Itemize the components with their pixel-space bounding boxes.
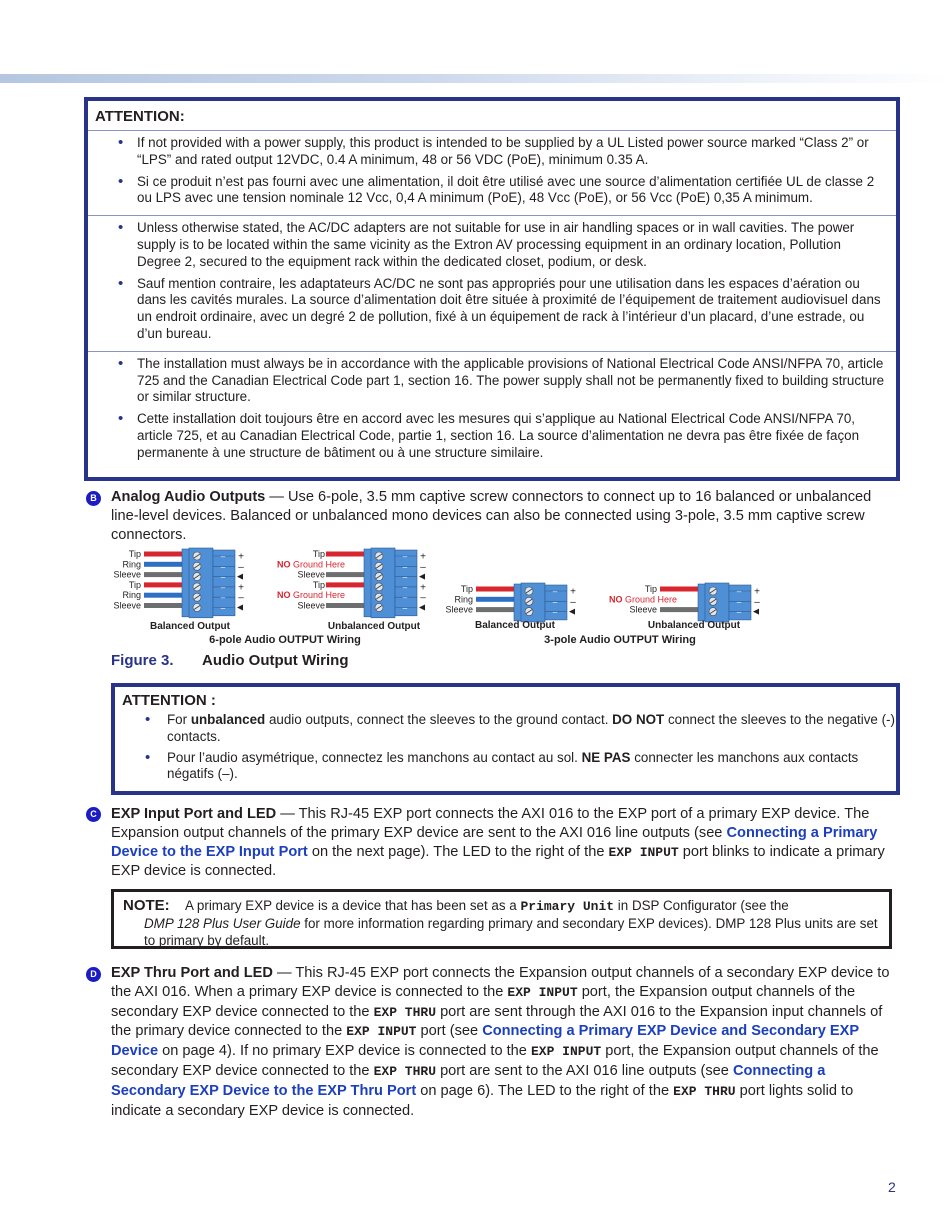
pin-minus-mark: – <box>552 607 558 617</box>
text-run-bold: NE PAS <box>581 749 631 765</box>
pin-minus-mark: – <box>402 593 408 603</box>
text-run: for more information regarding primary and secondary EXP devices). DMP 128 Plus units are set to primary by default. <box>144 916 878 949</box>
link-connecting-secondary-device[interactable]: Connecting a Secondary EXP Device to the EXP Thru Port <box>111 1062 826 1099</box>
attention-bullet-fr: • Sauf mention contraire, les adaptateurs AC/DC ne sont pas appropriés pour une utilisation dans les espaces d’aération ou dans les cavités murales. La source d’alimentation doit être située à proximité de l’équipement de traitement audiovisuel dans un endroit ordinaire, avec un degré 2 de pollution, fixé à un équipement de rack à l’intérieur d’un placard, d’une estrade, ou d’un bureau. <box>112 276 886 343</box>
plus-symbol: + <box>238 582 244 594</box>
figure-caption <box>111 652 349 669</box>
three-pole-title: 3-pole Audio OUTPUT Wiring <box>544 634 696 646</box>
minus-symbol: – <box>420 561 426 573</box>
tip-wire <box>326 582 366 587</box>
ring-wire <box>476 597 516 602</box>
pin-minus-mark: – <box>220 593 226 603</box>
tip-wire <box>144 582 184 587</box>
ring-label: Ring <box>122 590 141 601</box>
tip-wire <box>326 552 366 557</box>
callout-b-marker: B <box>86 491 101 506</box>
pin-minus-mark: – <box>736 597 742 607</box>
figure-title: Audio Output Wiring <box>202 652 349 669</box>
plus-symbol: + <box>420 582 426 594</box>
attention-bullet-en: • The installation must always be in accordance with the applicable provisions of National Electrical Code ANSI/NFPA 70, article 725 and the Canadian Electrical Code part 1, section 16. The power supply shall not be permanently fixed to building structure or similar structure. <box>112 356 886 406</box>
code-exp-thru: EXP THRU <box>673 1083 736 1099</box>
sleeve-wire <box>660 607 700 612</box>
attention-bullet-fr: • Cette installation doit toujours être en accord avec les mesures qui s’applique au National Electrical Code ANSI/NFPA 70, article 725, et au Canadian Electrical Code, partie 1, section 16. La source d’alimentation ne devra pas être fixée de façon permanente à une structure de bâtiment ou à une structure similaire. <box>112 411 886 461</box>
tip-label: Tip <box>644 584 657 594</box>
tip-label: Tip <box>312 549 325 559</box>
minus-symbol: – <box>754 596 760 608</box>
sleeve-wire <box>326 572 366 577</box>
sleeve-wire <box>144 572 184 577</box>
ground-arrow-icon <box>419 605 425 611</box>
minus-symbol: – <box>238 561 244 573</box>
minus-symbol: – <box>238 592 244 604</box>
attention-bullet-en: • If not provided with a power supply, this product is intended to be supplied by a UL Listed power source marked “Class 2” or “LPS” and rated output 12VDC, 0.4 A minimum, 48 or 56 VDC (PoE), minimum 0.35 A. <box>112 135 886 169</box>
attention-heading: ATTENTION : <box>122 692 216 709</box>
sleeve-wire <box>326 603 366 608</box>
pin-minus-mark: – <box>220 562 226 572</box>
pin-minus-mark: – <box>402 572 408 582</box>
text-run: on page 6). The LED to the right of the <box>416 1082 674 1099</box>
attention-box-unbalanced <box>111 683 900 795</box>
sleeve-label: Sleeve <box>297 600 325 611</box>
note-label: NOTE: <box>123 897 170 914</box>
tip-wire <box>476 587 516 592</box>
header-gradient-bar <box>0 74 950 83</box>
code-exp-thru: EXP THRU <box>373 1063 437 1079</box>
sleeve-label: Sleeve <box>113 569 141 580</box>
text-run: A primary EXP device is a device that has been set as a <box>185 898 521 913</box>
ground-arrow-icon <box>419 574 425 580</box>
attention-bullet-en <box>139 712 896 746</box>
note-continuation <box>123 915 889 949</box>
text-run: audio outputs, connect the sleeves to the ground contact. <box>265 712 613 727</box>
pin-minus-mark: – <box>552 597 558 607</box>
attention-section-power-supply <box>88 131 896 216</box>
unbalanced-output-label: Unbalanced Output <box>647 620 741 631</box>
section-title: EXP Input Port and LED <box>111 806 277 822</box>
attention-box-power <box>84 97 900 481</box>
tip-wire <box>660 587 700 592</box>
tip-label: Tip <box>128 549 141 559</box>
ground-arrow-icon <box>237 574 243 580</box>
text-run-bold: unbalanced <box>190 712 266 727</box>
no-ground-here-label: NO Ground Here <box>608 594 677 605</box>
text-run: in DSP Configurator (see the <box>614 898 789 913</box>
link-connecting-primary-and-secondary[interactable]: Connecting a Primary EXP Device and Secondary EXP Device <box>111 1023 859 1060</box>
plus-symbol: + <box>754 586 760 598</box>
ring-wire <box>144 593 184 598</box>
pin-minus-mark: – <box>402 552 408 561</box>
attention-bullet-fr: • Si ce produit n’est pas fourni avec une alimentation, il doit être utilisé avec une source d’alimentation certifiée UL de classe 2 ou LPS avec une tension nominale 12 Vcc, 0,4 A minimum (PoE), 48 Vcc (PoE), or 56 Vcc (PoE) 0,35 A minimum. <box>112 174 886 208</box>
tip-label: Tip <box>128 579 141 590</box>
sleeve-label: Sleeve <box>445 604 473 615</box>
section-exp-thru-port <box>111 964 893 1120</box>
unbalanced-output-label: Unbalanced Output <box>327 621 421 632</box>
plus-symbol: + <box>238 551 244 563</box>
text-run: connect the sleeves to the negative (-) contacts. <box>167 712 895 744</box>
attention-bullet-en: • Unless otherwise stated, the AC/DC adapters are not suitable for use in air handling spaces or in wall cavities. The power supply is to be located within the same vicinity as the Extron AV processing equipment in an ordinary location, Pollution Degree 2, secured to the equipment rack within the dedicated closet, podium, or desk. <box>112 220 886 270</box>
text-run: connecter les manchons aux contacts négatifs (–). <box>167 749 859 782</box>
text-run: port, the Expansion output channels of the secondary EXP device connected to the <box>111 1043 879 1079</box>
link-connecting-primary-device[interactable]: Connecting a Primary Device to the EXP Input Port <box>111 824 878 860</box>
sleeve-label: Sleeve <box>113 600 141 611</box>
sleeve-label: Sleeve <box>297 569 325 580</box>
note-box <box>111 889 892 949</box>
no-ground-here-label: NO Ground Here <box>276 590 345 601</box>
pin-minus-mark: – <box>220 603 226 613</box>
ring-wire <box>144 562 184 567</box>
text-run: For <box>167 712 191 727</box>
callout-d-marker: D <box>86 967 101 982</box>
ground-arrow-icon <box>753 609 759 615</box>
pin-minus-mark: – <box>220 582 226 592</box>
tip-label: Tip <box>312 579 325 590</box>
pin-minus-mark: – <box>220 552 226 561</box>
pin-minus-mark: – <box>402 582 408 592</box>
ring-label: Ring <box>122 559 141 570</box>
attention-section-adapters <box>88 216 896 352</box>
sleeve-wire <box>144 603 184 608</box>
text-run: on the next page). The LED to the right of the <box>307 843 609 860</box>
pin-minus-mark: – <box>736 587 742 596</box>
text-run: port are sent to the AXI 016 line outputs (see <box>436 1062 733 1079</box>
code-exp-input: EXP INPUT <box>507 984 578 1000</box>
ground-arrow-icon <box>237 605 243 611</box>
sleeve-wire <box>476 607 516 612</box>
text-run: port blinks to indicate a primary EXP device is connected. <box>111 843 885 880</box>
section-exp-input-port <box>111 805 893 881</box>
ring-label: Ring <box>454 594 473 605</box>
text-run: on page 4). If no primary EXP device is connected to the <box>158 1043 531 1060</box>
sleeve-label: Sleeve <box>629 604 657 615</box>
figure-number: Figure 3. <box>111 652 174 669</box>
tip-label: Tip <box>460 584 473 594</box>
code-exp-input: EXP INPUT <box>608 844 679 860</box>
code-exp-thru: EXP THRU <box>373 1004 437 1020</box>
pin-minus-mark: – <box>220 572 226 582</box>
text-run-bold: DO NOT <box>612 712 665 727</box>
text-run-italic: DMP 128 Plus User Guide <box>144 916 301 932</box>
page-number: 2 <box>888 1179 896 1195</box>
balanced-output-label: Balanced Output <box>474 620 556 631</box>
attention-bullet-fr <box>139 750 896 784</box>
balanced-output-label: Balanced Output <box>149 621 231 632</box>
text-run: port (see <box>416 1023 483 1040</box>
text-run: port are sent through the AXI 016 to the Expansion input channels of the primary device connected to the <box>111 1003 883 1040</box>
plus-symbol: + <box>570 586 576 598</box>
pin-minus-mark: – <box>736 607 742 617</box>
section-text: — Use 6-pole, 3.5 mm captive screw connectors to connect up to 16 balanced or unbalanced line-level devices. Balanced or unbalanced mono devices can also be connected using 3-pole, 3.5 mm captive screw connectors. <box>111 489 872 543</box>
attention-heading: ATTENTION: <box>88 101 896 131</box>
pin-minus-mark: – <box>402 562 408 572</box>
ground-arrow-icon <box>569 609 575 615</box>
audio-output-wiring-diagram <box>100 546 780 650</box>
text-run: port, the Expansion output channels of the secondary EXP device connected to the <box>111 983 856 1020</box>
pin-minus-mark: – <box>552 587 558 596</box>
section-title: EXP Thru Port and LED <box>111 965 273 981</box>
text-run: port lights solid to indicate a secondary EXP device is connected. <box>111 1082 854 1119</box>
callout-c-marker: C <box>86 807 101 822</box>
code-primary-unit: Primary Unit <box>520 899 615 914</box>
code-exp-input: EXP INPUT <box>530 1044 602 1060</box>
tip-wire <box>144 552 184 557</box>
text-run: — This RJ-45 EXP port connects the AXI 016 to the EXP port of a primary EXP device. The Expansion output channels of the primary EXP device are sent to the AXI 016 line outputs (see <box>111 806 870 841</box>
attention-section-installation <box>88 352 896 465</box>
plus-symbol: + <box>420 551 426 563</box>
section-title: Analog Audio Outputs <box>111 489 266 505</box>
section-analog-audio-outputs <box>111 488 893 544</box>
text-run: Pour l’audio asymétrique, connectez les manchons au contact au sol. <box>167 749 582 765</box>
pin-minus-mark: – <box>402 603 408 613</box>
minus-symbol: – <box>570 596 576 608</box>
code-exp-input: EXP INPUT <box>346 1024 417 1040</box>
no-ground-here-label: NO Ground Here <box>276 559 345 570</box>
text-run: — This RJ-45 EXP port connects the Expansion output channels of a secondary EXP device to the AXI 016. When a primary EXP device is connected to the <box>111 965 890 1000</box>
six-pole-title: 6-pole Audio OUTPUT Wiring <box>209 634 361 646</box>
minus-symbol: – <box>420 592 426 604</box>
